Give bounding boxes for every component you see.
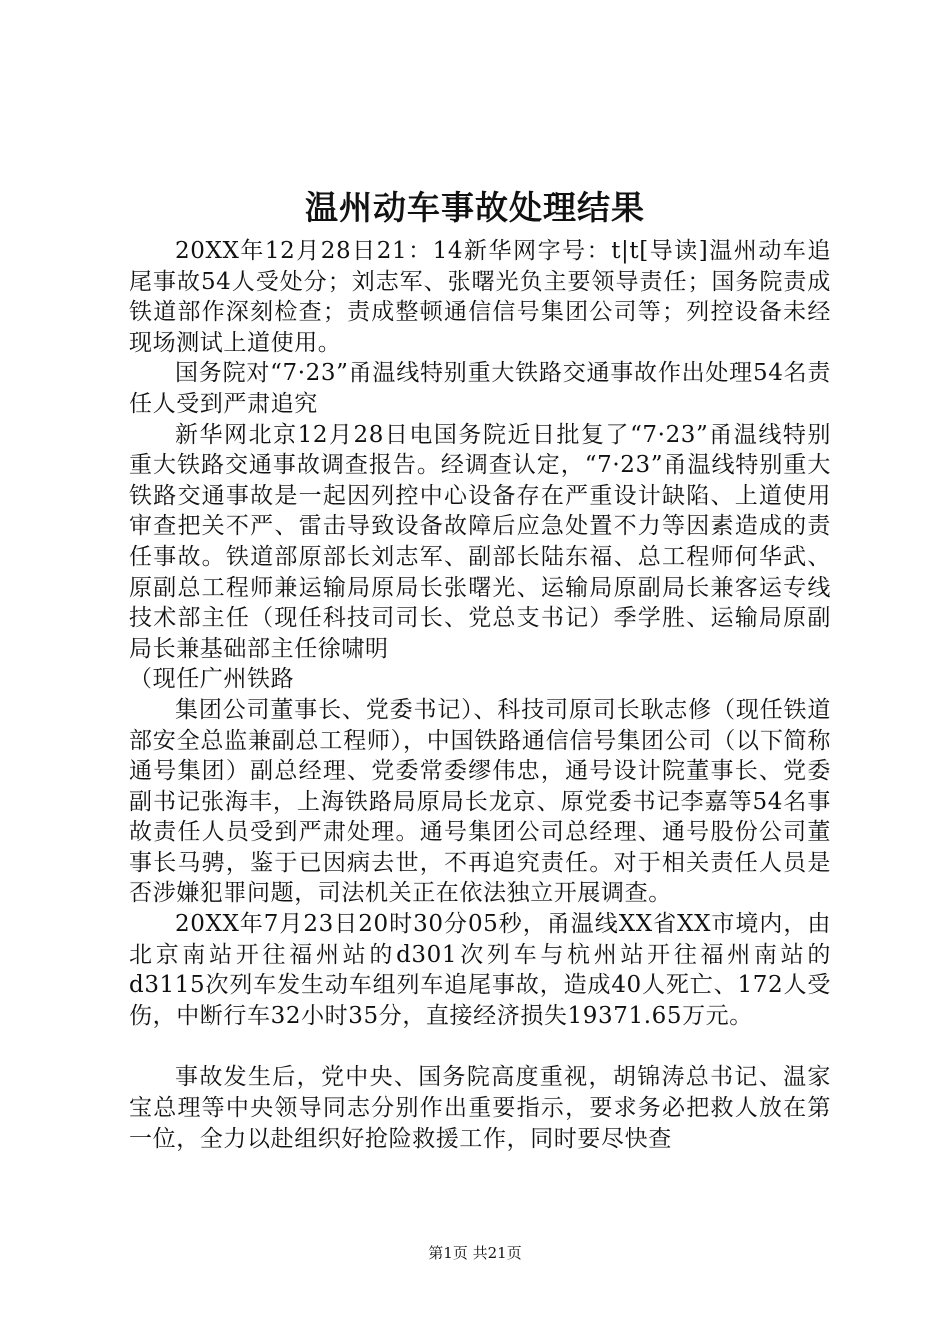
page-footer: 第1页 共21页 — [428, 1244, 522, 1262]
paragraph-report: 新华网北京12月28日电国务院近日批复了“7·23”甬温线特别重大铁路交通事故调查报告。经调查认定，“7·23”甬温线特别重大铁路交通事故是一起因列控中心设备存在严重设计缺陷、上道使用审查把关不严、雷击导致设备故障后应急处置不力等因素造成的责任事故。铁道部原部长刘志军、副部长陆东福、总工程师何华武、原副总工程师兼运输局原局长张曙光、运输局原副局长兼客运专线技术部主任（现任科技司司长、党总支书记）季学胜、运输局原副局长兼基础部主任徐啸明 — [129, 421, 831, 662]
document-body — [129, 236, 831, 1154]
paragraph-accident-facts: 20XX年7月23日20时30分05秒，甬温线XX省XX市境内，由北京南站开往福州站的d301次列车与杭州站开往福州南站的d3115次列车发生动车组列车追尾事故，造成40人死亡、172人受伤，中断行车32小时35分，直接经济损失19371.65万元。 — [129, 911, 831, 1029]
paragraph-lead: 20XX年12月28日21：14新华网字号：t|t[导读]温州动车追尾事故54人受处分；刘志军、张曙光负主要领导责任；国务院责成铁道部作深刻检查；责成整顿通信信号集团公司等；列控设备未经现场测试上道使用。 — [129, 238, 831, 356]
document-title: 温州动车事故处理结果 — [305, 188, 645, 227]
paragraph-aftermath: 事故发生后，党中央、国务院高度重视，胡锦涛总书记、温家宝总理等中央领导同志分别作出重要指示，要求务必把救人放在第一位，全力以赴组织好抢险救援工作，同时要尽快查 — [129, 1064, 831, 1152]
paragraph-report-continued: （现任广州铁路 — [129, 666, 295, 693]
paragraph-responsible-persons: 集团公司董事长、党委书记）、科技司原司长耿志修（现任铁道部安全总监兼副总工程师），中国铁路通信信号集团公司（以下简称通号集团）副总经理、党委常委缪伟忠，通号设计院董事长、党委副书记张海丰，上海铁路局原局长龙京、原党委书记李嘉等54名事故责任人员受到严肃处理。通号集团公司总经理、通号股份公司董事长马骋，鉴于已因病去世，不再追究责任。对于相关责任人员是否涉嫌犯罪问题，司法机关正在依法独立开展调查。 — [129, 696, 831, 907]
paragraph-headline: 国务院对“7·23”甬温线特别重大铁路交通事故作出处理54名责任人受到严肃追究 — [129, 360, 831, 417]
